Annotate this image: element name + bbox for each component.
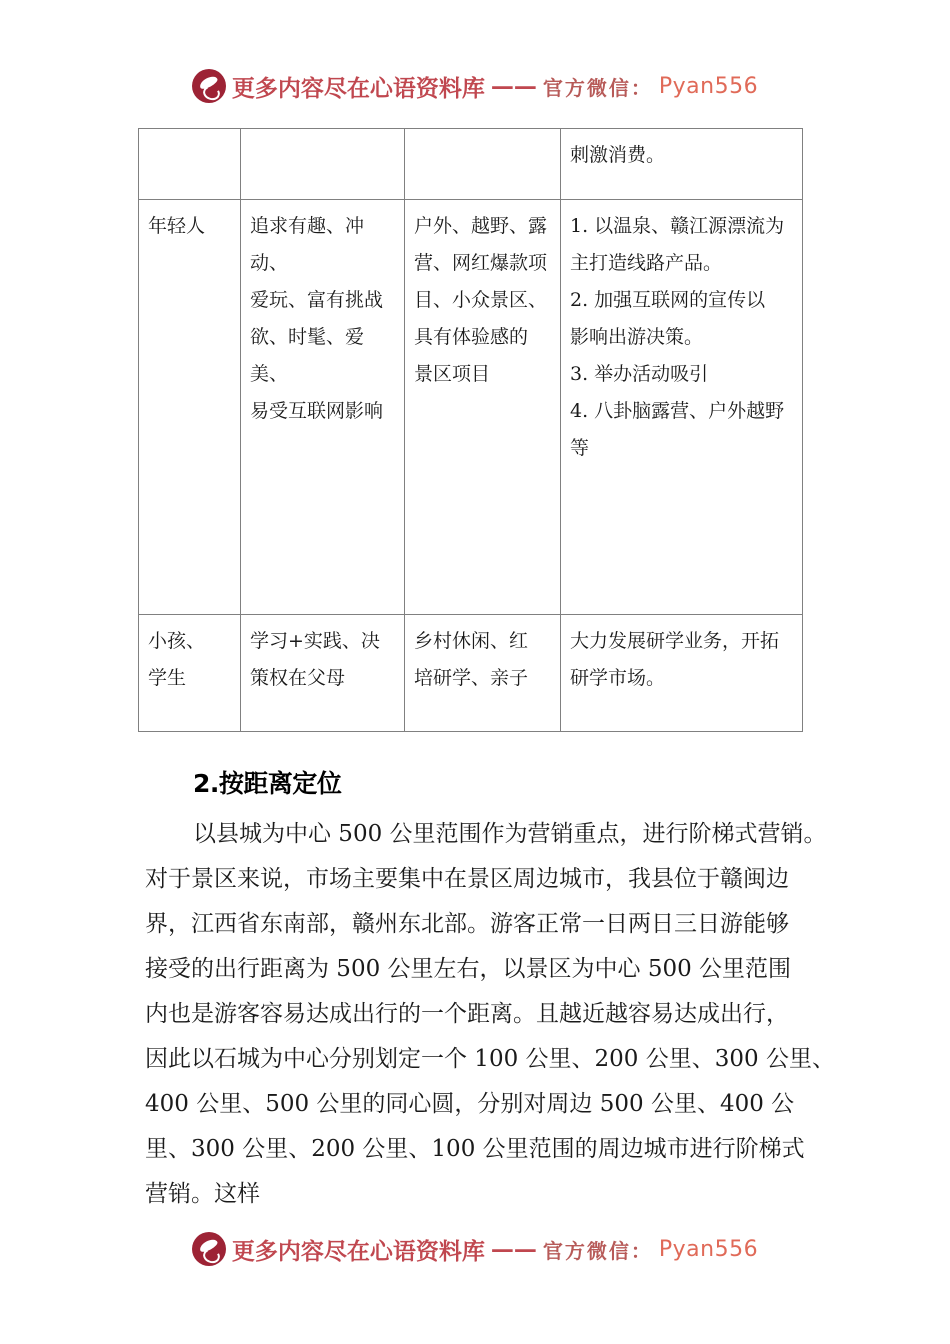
table-cell-segment [139,200,241,615]
watermark-main-text: 更多内容尽在心语资料库 [231,74,485,102]
cell-line: 等 [570,437,590,460]
cell-line: 具有体验感的 [414,326,529,349]
table-cell-products [405,200,561,615]
cell-line: 培研学、亲子 [414,667,529,690]
watermark-main-text: 更多内容尽在心语资料库 [231,1237,485,1265]
table-row [139,200,803,615]
audience-positioning-table [138,128,803,732]
cell-line: 策权在父母 [250,667,346,690]
cell-line: 乡村休闲、红 [414,630,529,652]
cell-line: 学习+实践、决 [250,630,380,652]
cell-line: 欲、时髦、爱美、 [250,326,365,386]
watermark-separator: —— [490,72,537,100]
table-cell-traits [241,200,405,615]
paragraph-line: 400 公里、500 公里的同心圆，分别对周边 500 公里、400 公 [145,1091,795,1117]
paragraph-line: 因此以石城为中心分别划定一个 100 公里、200 公里、300 公里、 [145,1046,835,1072]
cell-line: 小孩、 [148,630,206,652]
cell-line: 刺激消费。 [570,144,666,166]
body-paragraph [145,812,835,1217]
cell-line: 影响出游决策。 [570,326,704,349]
paragraph-line: 接受的出行距离为 500 公里左右，以景区为中心 500 公里范围 [145,956,792,982]
cell-line: 易受互联网影响 [250,400,384,423]
watermark-header [0,69,950,103]
cell-line: 爱玩、富有挑战 [250,289,384,312]
cell-line: 户外、越野、露 [414,215,548,237]
paragraph-line: 里、300 公里、200 公里、100 公里范围的周边城市进行阶梯式 [145,1136,805,1162]
watermark-footer [0,1232,950,1266]
cell-line: 目、小众景区、 [414,289,548,312]
watermark-account-id: Pyan556 [658,1236,759,1262]
swan-emblem-icon [192,1232,226,1266]
table-cell-strategy [561,129,803,200]
table-cell-traits [241,615,405,732]
table-cell-strategy [561,615,803,732]
paragraph-line: 内也是游客容易达成出行的一个距离。且越近越容易达成出行， [145,1001,789,1027]
swan-emblem-icon [192,69,226,103]
cell-line: 追求有趣、冲动、 [250,215,365,275]
paragraph-line: 营销。这样 [145,1181,260,1207]
watermark-account-id: Pyan556 [658,73,759,99]
paragraph-line: 对于景区来说，市场主要集中在景区周边城市，我县位于赣闽边 [145,866,789,892]
cell-line: 年轻人 [148,215,206,237]
table-cell-segment [139,615,241,732]
table-row [139,129,803,200]
table-cell-products [405,129,561,200]
cell-line: 1. 以温泉、赣江源漂流为 [570,215,785,237]
table-cell-strategy [561,200,803,615]
cell-line: 2. 加强互联网的宣传以 [570,289,766,312]
cell-line: 大力发展研学业务，开拓 [570,630,780,652]
cell-line: 4. 八卦脑露营、户外越野 [570,400,785,423]
paragraph-line: 界，江西省东南部，赣州东北部。游客正常一日两日三日游能够 [145,911,789,937]
watermark-sub-text: 官方微信： [542,1238,653,1263]
cell-line: 研学市场。 [570,667,666,690]
table-cell-traits [241,129,405,200]
table-cell-products [405,615,561,732]
cell-line: 主打造线路产品。 [570,252,723,275]
cell-line: 营、网红爆款项 [414,252,548,275]
watermark-sub-text: 官方微信： [542,75,653,100]
cell-line: 学生 [148,667,187,690]
cell-line: 3. 举办活动吸引 [570,363,709,386]
paragraph-line: 以县城为中心 500 公里范围作为营销重点，进行阶梯式营销。 [193,821,827,847]
table-cell-segment [139,129,241,200]
section-heading: 2.按距离定位 [193,769,342,798]
watermark-separator: —— [490,1235,537,1263]
table-row [139,615,803,732]
cell-line: 景区项目 [414,363,491,386]
